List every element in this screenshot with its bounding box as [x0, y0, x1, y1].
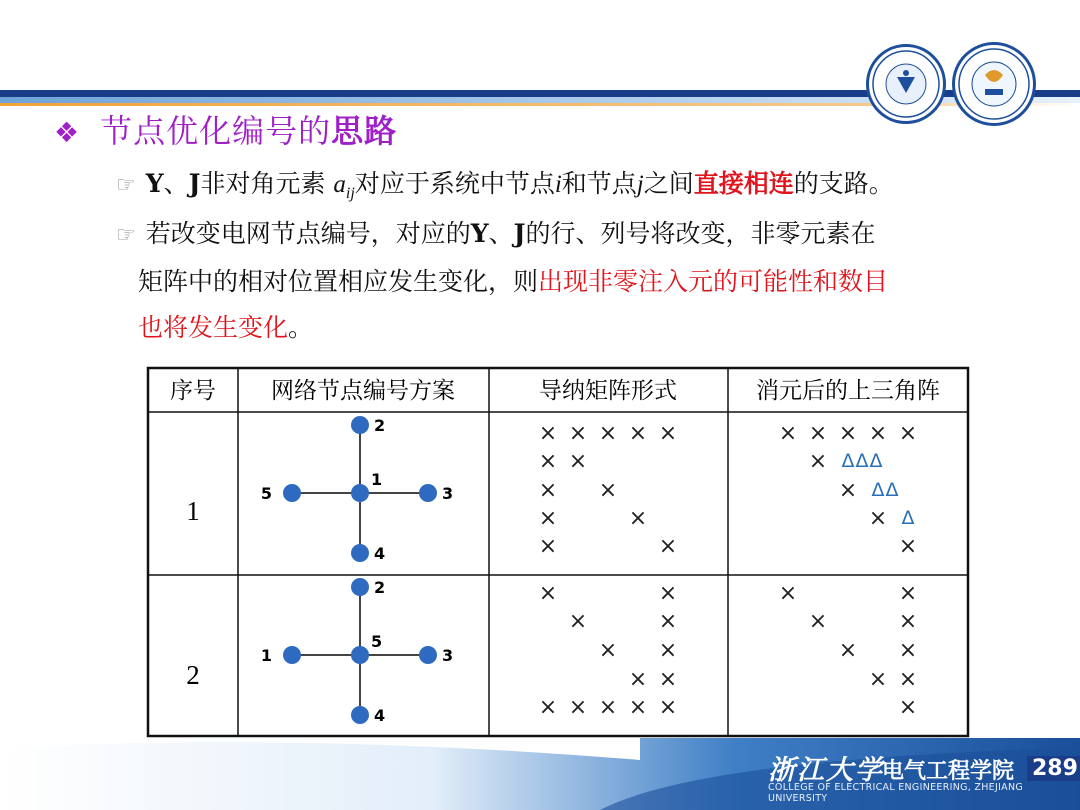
nonzero-mark: ×: [538, 534, 558, 559]
network-node: [351, 646, 369, 664]
node-label: 1: [371, 470, 383, 489]
nonzero-mark: ×: [598, 478, 618, 503]
footer-university: 浙江大学: [768, 755, 884, 786]
aij-subscript: ij: [345, 185, 355, 202]
nonzero-mark: ×: [838, 638, 858, 663]
fill-in-mark: Δ: [901, 507, 915, 529]
node-label: 1: [260, 646, 272, 665]
nonzero-mark: ×: [628, 421, 648, 446]
nonzero-mark: ×: [538, 449, 558, 474]
j-italic-symbol: j: [636, 171, 644, 198]
text-segment: 和节点: [561, 169, 637, 198]
nonzero-mark: ×: [538, 506, 558, 531]
node-label: 5: [260, 484, 272, 503]
nonzero-mark: ×: [658, 534, 678, 559]
header-upper: 消元后的上三角阵: [756, 378, 940, 404]
network-node: [351, 484, 369, 502]
row-seq: 1: [186, 496, 200, 526]
heading-emphasis: 思路: [331, 112, 398, 150]
heading-text: 节点优化编号的: [100, 112, 332, 150]
nonzero-mark: ×: [898, 609, 918, 634]
text-segment: 。: [288, 313, 314, 342]
nonzero-mark: ×: [658, 609, 678, 634]
node-label: 4: [374, 544, 386, 563]
network-node: [419, 646, 437, 664]
emphasis-text: 出现非零注入元的可能性和数目: [538, 267, 889, 296]
nonzero-mark: ×: [898, 695, 918, 720]
fill-in-mark: Δ: [871, 479, 885, 501]
text-segment: 若改变电网节点编号，对应的: [145, 219, 471, 248]
header-network: 网络节点编号方案: [271, 378, 455, 404]
nonzero-mark: ×: [868, 421, 888, 446]
nonzero-mark: ×: [568, 609, 588, 634]
nonzero-mark: ×: [568, 449, 588, 474]
nonzero-mark: ×: [658, 421, 678, 446]
separator: 、: [163, 169, 189, 198]
network-node: [283, 484, 301, 502]
y-symbol: Y: [470, 219, 489, 248]
text-segment: 的行、列号将改变，非零元素在: [525, 219, 876, 248]
footer-college: 电气工程学院: [882, 759, 1015, 784]
emphasis-text: 也将发生变化: [138, 313, 289, 342]
fill-in-mark: Δ: [885, 479, 899, 501]
nonzero-mark: ×: [598, 421, 618, 446]
nonzero-mark: ×: [778, 581, 798, 606]
nonzero-mark: ×: [568, 695, 588, 720]
nonzero-mark: ×: [598, 638, 618, 663]
nonzero-mark: ×: [628, 695, 648, 720]
nonzero-mark: ×: [658, 638, 678, 663]
network-node: [351, 578, 369, 596]
nonzero-mark: ×: [538, 421, 558, 446]
nonzero-mark: ×: [628, 506, 648, 531]
fill-in-mark: Δ: [869, 450, 883, 472]
j-symbol: J: [188, 169, 201, 198]
header-matrix: 导纳矩阵形式: [539, 378, 677, 404]
nonzero-mark: ×: [658, 581, 678, 606]
network-node: [351, 706, 369, 724]
text-segment: 矩阵中的相对位置相应发生变化，则: [138, 267, 539, 296]
nonzero-mark: ×: [628, 667, 648, 692]
emphasis-text: 直接相连: [693, 169, 794, 198]
nonzero-mark: ×: [898, 581, 918, 606]
node-label: 2: [374, 416, 386, 435]
nonzero-mark: ×: [838, 421, 858, 446]
nonzero-mark: ×: [898, 638, 918, 663]
nonzero-mark: ×: [568, 421, 588, 446]
nonzero-mark: ×: [838, 478, 858, 503]
nonzero-mark: ×: [868, 667, 888, 692]
nonzero-mark: ×: [598, 695, 618, 720]
node-label: 2: [374, 578, 386, 597]
diamond-bullet-icon: ❖: [54, 116, 81, 149]
nonzero-mark: ×: [538, 695, 558, 720]
fill-in-mark: Δ: [841, 450, 855, 472]
page-number: 289: [1027, 756, 1080, 781]
nonzero-mark: ×: [538, 478, 558, 503]
pointing-hand-icon: ☞: [116, 173, 136, 198]
text-segment: 非对角元素: [200, 169, 326, 198]
network-node: [419, 484, 437, 502]
nonzero-mark: ×: [808, 609, 828, 634]
nonzero-mark: ×: [658, 695, 678, 720]
network-node: [351, 416, 369, 434]
text-segment: 的支路。: [793, 169, 894, 198]
nonzero-mark: ×: [898, 667, 918, 692]
network-node: [283, 646, 301, 664]
pointing-hand-icon: ☞: [116, 223, 136, 248]
header-seq: 序号: [170, 378, 216, 404]
nonzero-mark: ×: [538, 581, 558, 606]
i-symbol: i: [554, 171, 562, 198]
network-node: [351, 544, 369, 562]
nonzero-mark: ×: [898, 421, 918, 446]
text-segment: 之间: [643, 169, 694, 198]
nonzero-mark: ×: [898, 534, 918, 559]
network-diagram: [261, 578, 453, 725]
node-label: 4: [374, 706, 386, 725]
separator: 、: [488, 219, 514, 248]
nonzero-mark: ×: [658, 667, 678, 692]
text-segment: 对应于系统中节点: [354, 169, 555, 198]
node-label: 3: [442, 646, 454, 665]
aij-base: a: [333, 171, 346, 198]
y-symbol: Y: [145, 169, 164, 198]
nonzero-mark: ×: [808, 421, 828, 446]
nonzero-mark: ×: [808, 449, 828, 474]
j-symbol: J: [513, 219, 526, 248]
footer-english: COLLEGE OF ELECTRICAL ENGINEERING, ZHEJIANG UNIVERSITY: [768, 782, 1024, 804]
network-diagram: [261, 416, 453, 563]
nonzero-mark: ×: [778, 421, 798, 446]
row-seq: 2: [186, 660, 200, 690]
fill-in-mark: Δ: [855, 450, 869, 472]
nonzero-mark: ×: [868, 506, 888, 531]
node-label: 5: [371, 632, 383, 651]
node-label: 3: [442, 484, 454, 503]
